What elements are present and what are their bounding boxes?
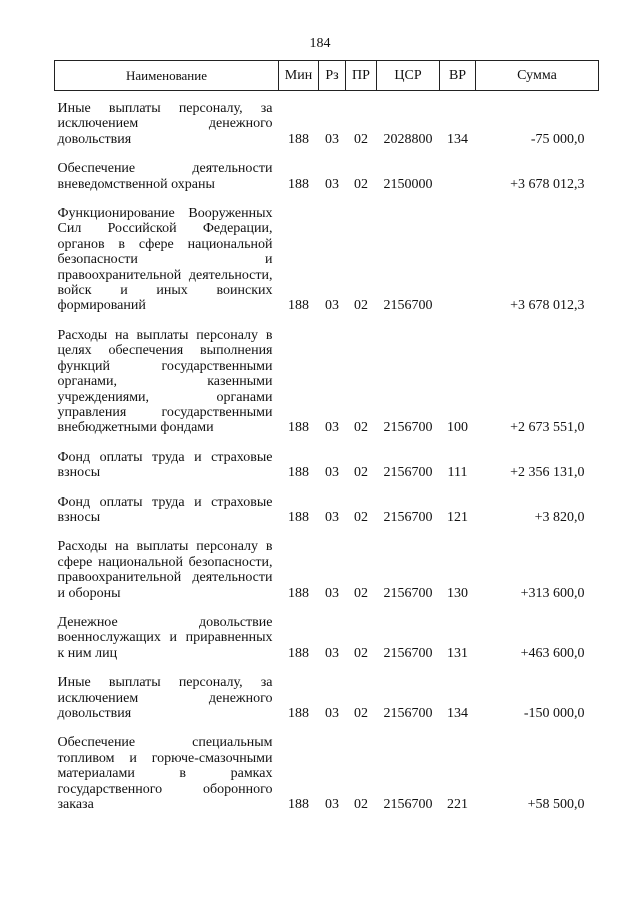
cell-rz: 03	[325, 797, 339, 813]
header-min: Мин	[279, 61, 319, 91]
row-spacer	[55, 318, 599, 326]
row-spacer	[55, 196, 599, 204]
cell-rz: 03	[325, 585, 339, 601]
table-row	[55, 613, 599, 665]
table-row	[55, 159, 599, 196]
cell-min: 188	[288, 797, 309, 813]
header-name: Наименование	[55, 61, 279, 91]
cell-sum: +3 678 012,3	[510, 298, 585, 314]
cell-name: Обеспечение деятельности вневедомственной охраны	[57, 161, 273, 192]
cell-rz: 03	[325, 176, 339, 192]
cell-vr	[440, 204, 476, 318]
cell-name: Обеспечение специальным топливом и горюче-смазочными материалами в рамках государственного оборонного заказа	[57, 735, 273, 813]
header-rz: Рз	[319, 61, 346, 91]
cell-sum: -150 000,0	[523, 706, 585, 721]
row-spacer	[55, 725, 599, 733]
cell-pr: 02	[354, 645, 368, 661]
row-spacer	[55, 529, 599, 537]
cell-vr: 221	[447, 797, 468, 813]
budget-table	[54, 60, 599, 824]
cell-min: 188	[288, 706, 309, 721]
table-header	[55, 61, 599, 91]
page-number: 184	[309, 36, 331, 51]
cell-csr: 2156700	[383, 645, 433, 661]
row-spacer	[55, 91, 599, 100]
cell-min: 188	[288, 585, 309, 601]
cell-sum: +58 500,0	[527, 797, 585, 813]
cell-csr: 2156700	[383, 465, 433, 481]
table-row	[55, 99, 599, 151]
cell-min: 188	[288, 645, 309, 661]
table-row	[55, 204, 599, 318]
cell-rz: 03	[325, 509, 339, 525]
cell-min: 188	[288, 465, 309, 481]
cell-min: 188	[288, 298, 309, 314]
row-spacer	[55, 816, 599, 824]
header-csr: ЦСР	[377, 61, 440, 91]
cell-sum: +463 600,0	[520, 645, 585, 661]
table-body	[55, 91, 599, 825]
cell-name: Иные выплаты персоналу, за исключением денежного довольствия	[57, 101, 273, 147]
cell-name: Фонд оплаты труда и страховые взносы	[57, 494, 273, 525]
cell-sum: -75 000,0	[530, 131, 585, 147]
header-pr: ПР	[346, 61, 377, 91]
row-spacer	[55, 151, 599, 159]
cell-csr: 2156700	[383, 585, 433, 601]
cell-rz: 03	[325, 645, 339, 661]
cell-name: Иные выплаты персоналу, за исключением денежного довольствия	[57, 675, 273, 721]
spacer-cell	[55, 318, 599, 326]
cell-csr: 2156700	[383, 797, 433, 813]
cell-sum: +2 356 131,0	[510, 465, 585, 481]
cell-vr: 100	[447, 420, 468, 436]
cell-csr: 2156700	[383, 509, 433, 525]
spacer-cell	[55, 605, 599, 613]
row-spacer	[55, 440, 599, 448]
cell-vr: 130	[447, 585, 468, 601]
cell-pr: 02	[354, 797, 368, 813]
spacer-cell	[55, 196, 599, 204]
cell-csr: 2150000	[383, 176, 433, 192]
cell-vr: 134	[447, 131, 468, 147]
table-row	[55, 493, 599, 530]
cell-pr: 02	[354, 585, 368, 601]
cell-vr	[440, 159, 476, 196]
cell-min: 188	[288, 509, 309, 525]
cell-csr: 2156700	[383, 298, 433, 314]
spacer-cell	[55, 91, 599, 100]
cell-min: 188	[288, 131, 309, 147]
row-spacer	[55, 665, 599, 673]
spacer-cell	[55, 725, 599, 733]
cell-rz: 03	[325, 465, 339, 481]
spacer-cell	[55, 529, 599, 537]
spacer-cell	[55, 816, 599, 824]
spacer-cell	[55, 485, 599, 493]
spacer-cell	[55, 151, 599, 159]
cell-sum: +3 678 012,3	[510, 176, 585, 192]
table-row	[55, 733, 599, 816]
cell-pr: 02	[354, 420, 368, 436]
table-row	[55, 537, 599, 605]
cell-vr: 131	[447, 645, 468, 661]
table-row	[55, 326, 599, 440]
cell-name: Фонд оплаты труда и страховые взносы	[57, 449, 273, 481]
cell-sum: +313 600,0	[520, 585, 585, 601]
cell-pr: 02	[354, 465, 368, 481]
cell-vr: 134	[447, 706, 468, 721]
cell-pr: 02	[354, 176, 368, 192]
cell-name: Расходы на выплаты персоналу в сфере национальной безопасности, правоохранительной деятельности и обороны	[57, 539, 273, 601]
cell-pr: 02	[354, 706, 368, 721]
cell-csr: 2156700	[383, 706, 433, 721]
header-sum: Сумма	[476, 61, 599, 91]
header-vr: ВР	[440, 61, 476, 91]
cell-min: 188	[288, 420, 309, 436]
cell-csr: 2156700	[383, 420, 433, 436]
cell-name: Денежное довольствие военнослужащих и приравненных к ним лиц	[57, 614, 273, 661]
cell-sum: +3 820,0	[534, 509, 585, 525]
cell-rz: 03	[325, 420, 339, 436]
cell-sum: +2 673 551,0	[510, 420, 585, 436]
cell-vr: 111	[447, 465, 468, 481]
table-row	[55, 673, 599, 725]
cell-rz: 03	[325, 706, 339, 721]
spacer-cell	[55, 440, 599, 448]
cell-pr: 02	[354, 509, 368, 525]
cell-pr: 02	[354, 298, 368, 314]
cell-name: Расходы на выплаты персоналу в целях обеспечения выполнения функций государственными органами, казенными учреждениями, органами управления государственными внебюджетными фондами	[57, 327, 273, 436]
cell-rz: 03	[325, 131, 339, 147]
cell-vr: 121	[447, 509, 468, 525]
cell-pr: 02	[354, 131, 368, 147]
row-spacer	[55, 485, 599, 493]
table-row	[55, 448, 599, 485]
cell-csr: 2028800	[383, 131, 433, 147]
cell-rz: 03	[325, 298, 339, 314]
row-spacer	[55, 605, 599, 613]
cell-min: 188	[288, 176, 309, 192]
cell-name: Функционирование Вооруженных Сил Российской Федерации, органов в сфере национальной безопасности и правоохранительной деятельности, войск и иных воинских формирований	[57, 206, 273, 314]
spacer-cell	[55, 665, 599, 673]
